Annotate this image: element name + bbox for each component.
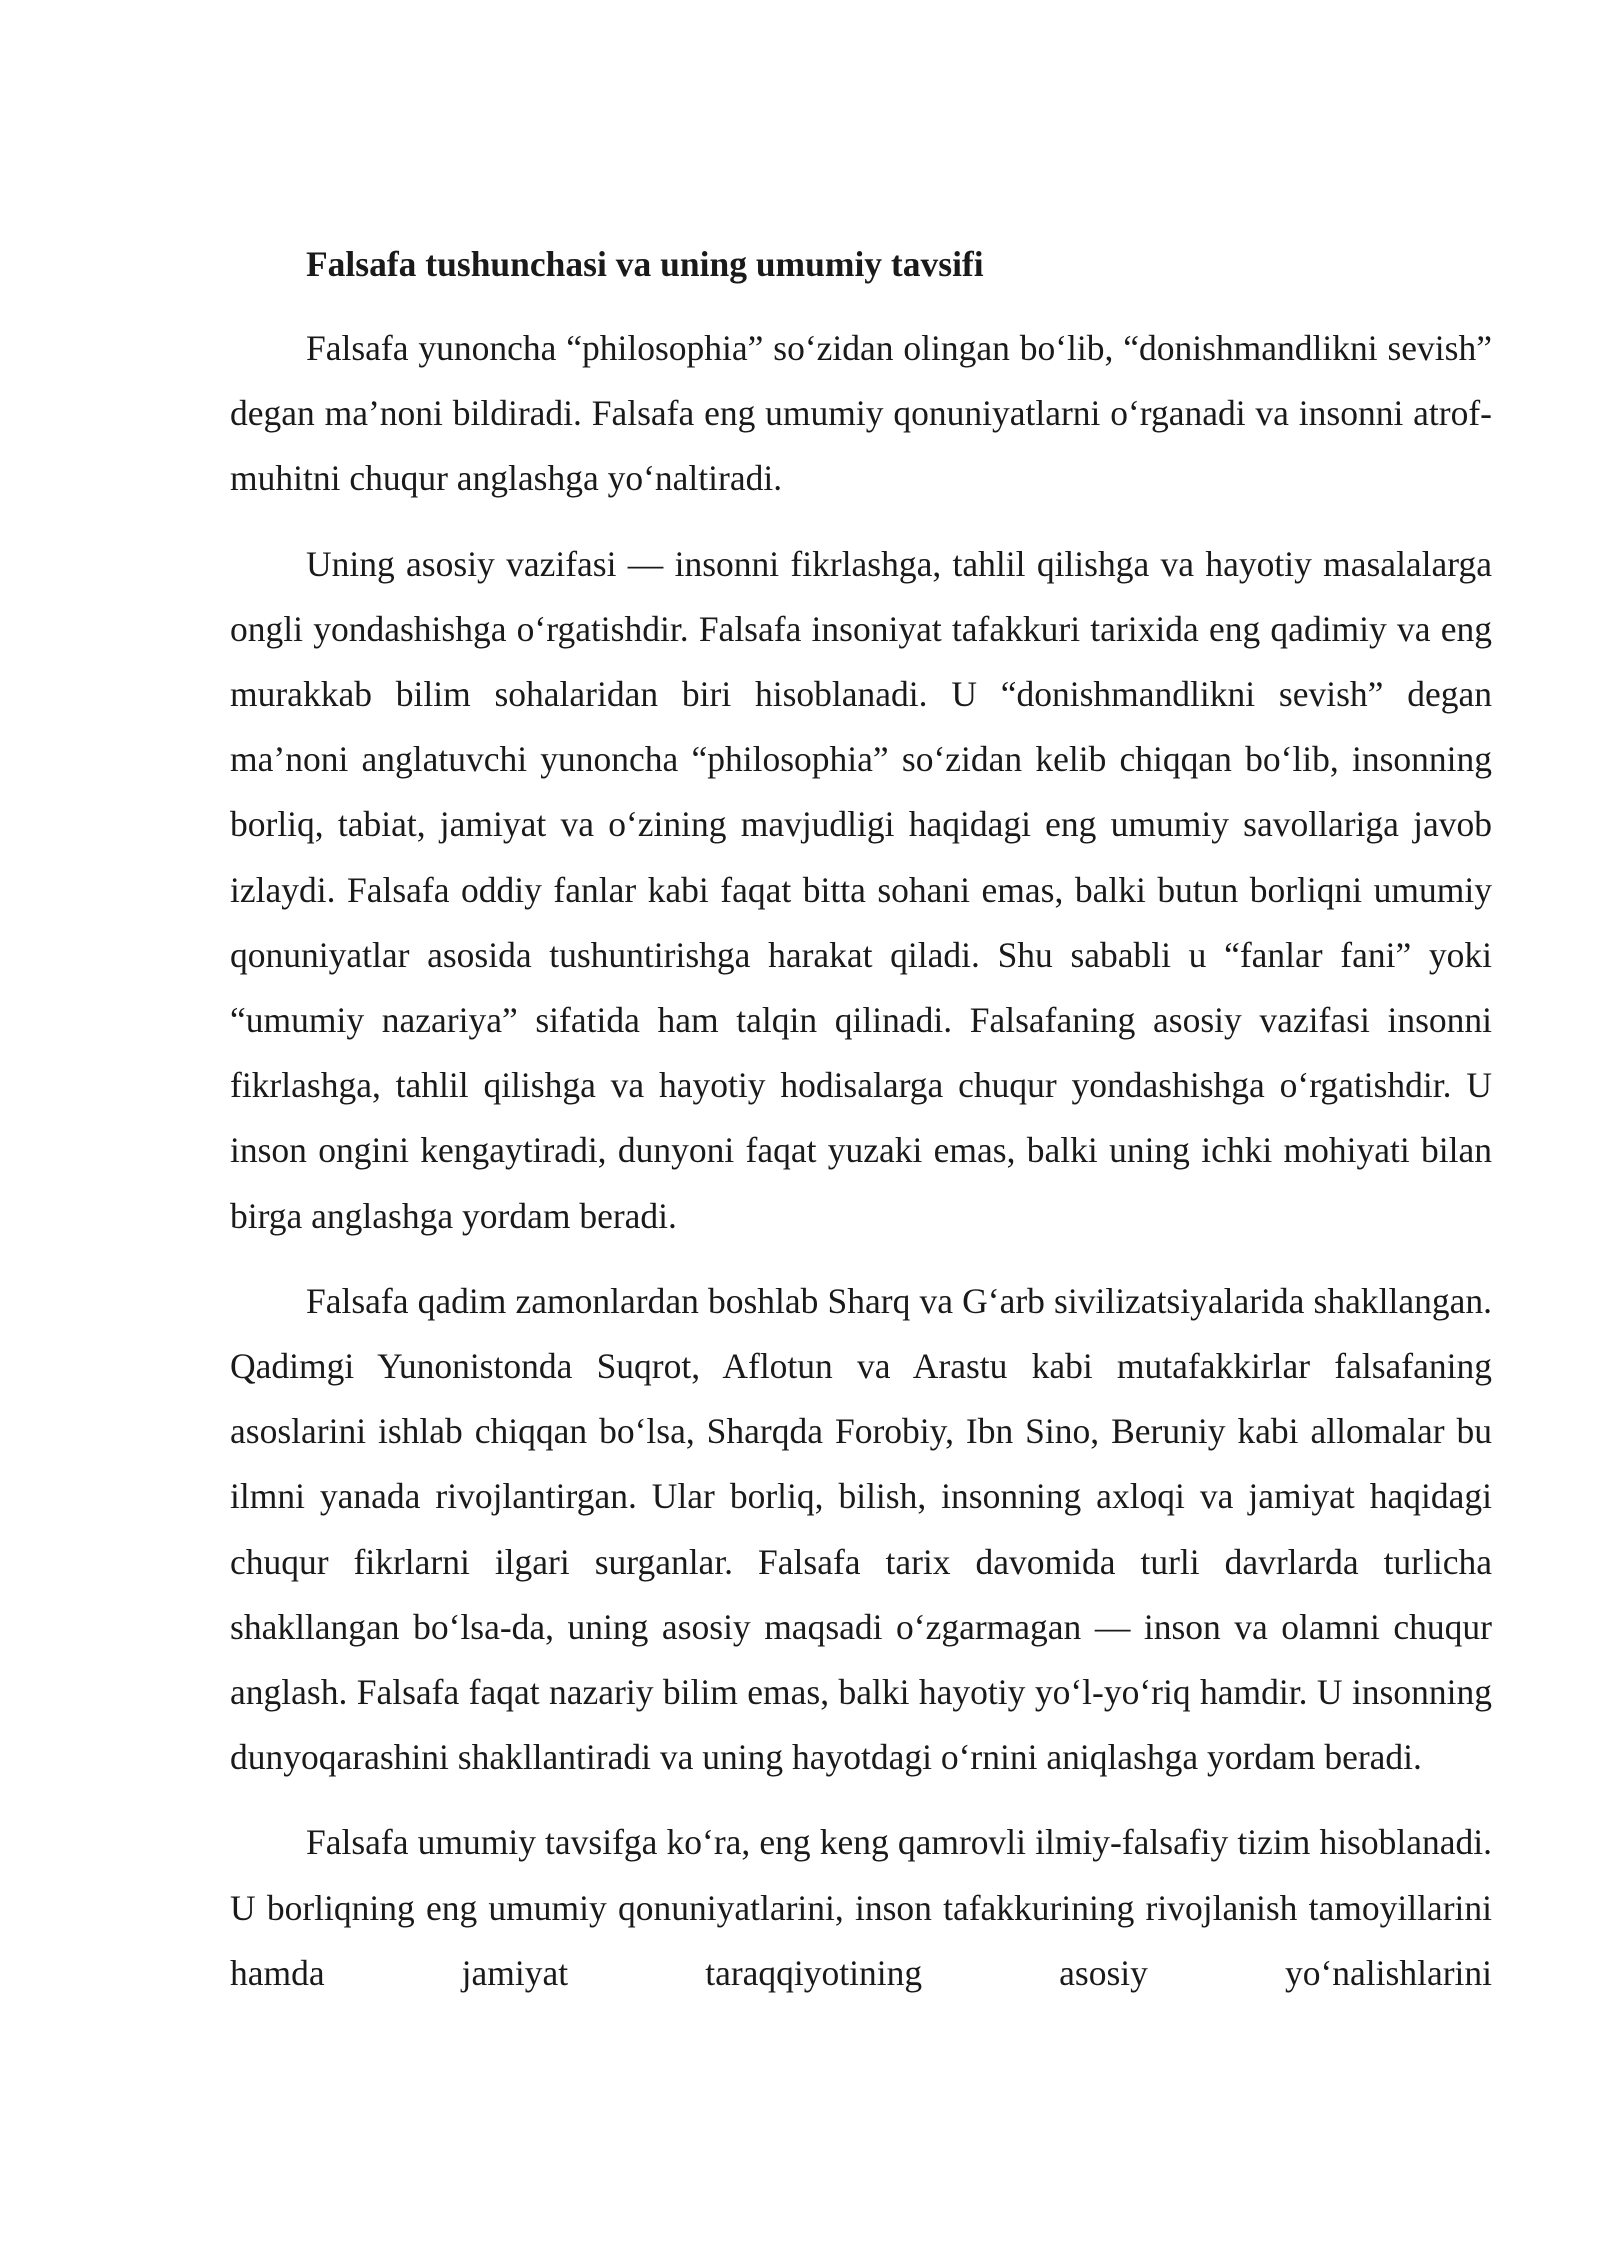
paragraph-2: Uning asosiy vazifasi — insonni fikrlashga, tahlil qilishga va hayotiy masalalarga ongli yondashishga o‘rgatishdir. Falsafa insoniyat tafakkuri tarixida eng qadimiy va eng murakkab bilim sohalaridan biri hisoblanadi. U “donishmandlikni sevish” degan ma’noni anglatuvchi yunoncha “philosophia” so‘zidan kelib chiqqan bo‘lib, insonning borliq, tabiat, jamiyat va o‘zining mavjudligi haqidagi eng umumiy savollariga javob izlaydi. Falsafa oddiy fanlar kabi faqat bitta sohani emas, balki butun borliqni umumiy qonuniyatlar asosida tushuntirishga harakat qiladi. Shu sababli u “fanlar fani” yoki “umumiy nazariya” sifatida ham talqin qilinadi. Falsafaning asosiy vazifasi insonni fikrlashga, tahlil qilishga va hayotiy hodisalarga chuqur yondashishga o‘rgatishdir. U inson ongini kengaytiradi, dunyoni faqat yuzaki emas, balki uning ichki mohiyati bilan birga anglashga yordam beradi. [230, 543, 1492, 1236]
paragraph-4: Falsafa umumiy tavsifga ko‘ra, eng keng qamrovli ilmiy-falsafiy tizim hisoblanadi. U borliqning eng umumiy qonuniyatlarini, inson tafakkurining rivojlanish tamoyillarini hamda jamiyat taraqqiyotining asosiy yo‘nalishlarini [230, 1822, 1492, 1993]
document-body [230, 232, 1492, 2026]
paragraph-3: Falsafa qadim zamonlardan boshlab Sharq va G‘arb sivilizatsiyalarida shakllangan. Qadimgi Yunonistonda Suqrot, Aflotun va Arastu kabi mutafakkirlar falsafaning asoslarini ishlab chiqqan bo‘lsa, Sharqda Forobiy, Ibn Sino, Beruniy kabi allomalar bu ilmni yanada rivojlantirgan. Ular borliq, bilish, insonning axloqi va jamiyat haqidagi chuqur fikrlarni ilgari surganlar. Falsafa tarix davomida turli davrlarda turlicha shakllangan bo‘lsa-da, uning asosiy maqsadi o‘zgarmagan — inson va olamni chuqur anglash. Falsafa faqat nazariy bilim emas, balki hayotiy yo‘l-yo‘riq hamdir. U insonning dunyoqarashini shakllantiradi va uning hayotdagi o‘rnini aniqlashga yordam beradi. [230, 1280, 1492, 1778]
section-heading: Falsafa tushunchasi va uning umumiy tavsifi [306, 244, 984, 284]
paragraph-1: Falsafa yunoncha “philosophia” so‘zidan olingan bo‘lib, “donishmandlikni sevish” degan ma’noni bildiradi. Falsafa eng umumiy qonuniyatlarni o‘rganadi va insonni atrof-muhitni chuqur anglashga yo‘naltiradi. [230, 328, 1492, 499]
